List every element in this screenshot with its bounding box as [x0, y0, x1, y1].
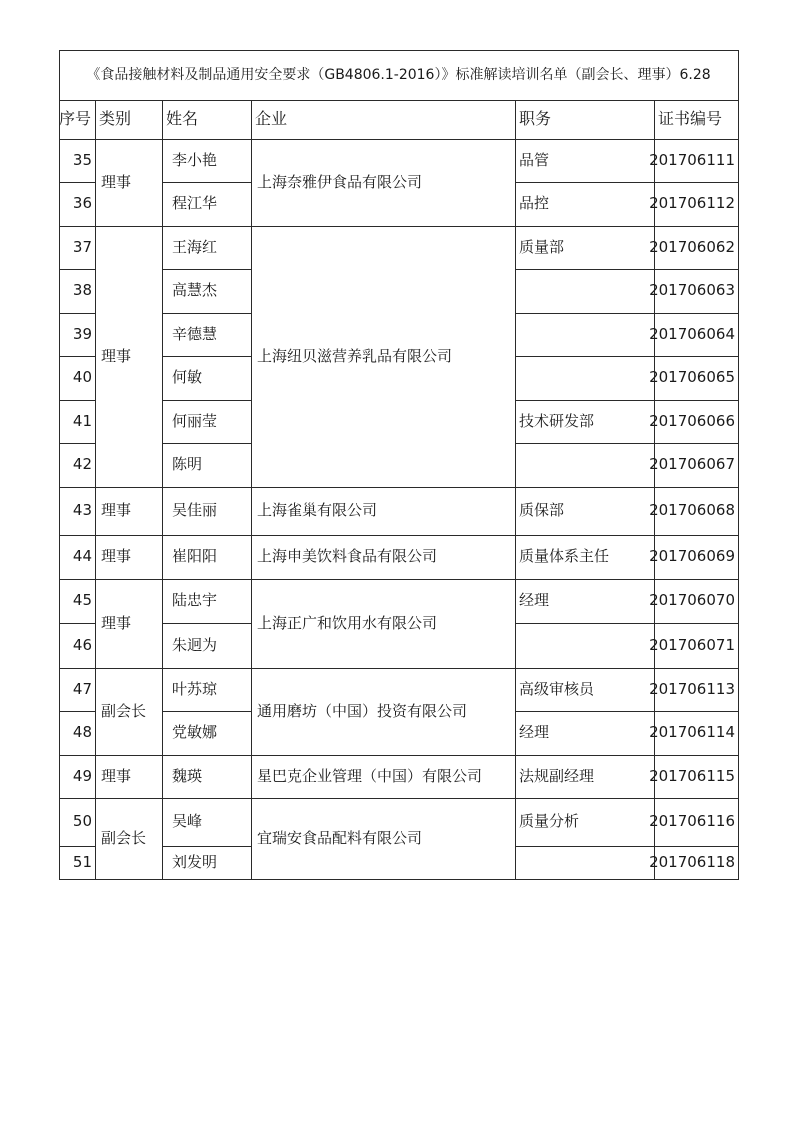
- position-cell: 质量分析: [519, 812, 580, 831]
- seq-cell: 48: [72, 723, 92, 742]
- cert-cell: 201706069: [649, 547, 735, 566]
- seq-cell: 50: [72, 812, 92, 831]
- name-cell: 刘发明: [172, 852, 218, 871]
- company-cell: 上海雀巢有限公司: [257, 501, 378, 520]
- name-cell: 吴佳丽: [172, 501, 218, 520]
- seq-cell: 44: [72, 547, 92, 566]
- seq-cell: 35: [72, 150, 92, 169]
- name-cell: 党敏娜: [172, 723, 218, 742]
- name-cell: 高慧杰: [172, 281, 218, 300]
- category-cell: 理事: [101, 613, 132, 632]
- cert-cell: 201706116: [649, 812, 735, 831]
- name-cell: 叶苏琼: [172, 679, 218, 698]
- company-cell: 上海申美饮料食品有限公司: [257, 547, 438, 566]
- name-cell: 辛德慧: [172, 324, 218, 343]
- seq-cell: 41: [72, 411, 92, 430]
- position-cell: 高级审核员: [519, 679, 595, 698]
- company-cell: 上海奈雅伊食品有限公司: [257, 172, 423, 191]
- roster-table: [59, 50, 738, 879]
- position-cell: [515, 623, 654, 668]
- name-cell: 何敏: [172, 368, 203, 387]
- company-cell: 通用磨坊（中国）投资有限公司: [257, 701, 468, 720]
- company-cell: 宜瑞安食品配料有限公司: [257, 828, 423, 847]
- cert-cell: 201706070: [649, 591, 735, 610]
- name-cell: 吴峰: [172, 812, 203, 831]
- header-company: 企业: [255, 109, 288, 129]
- name-cell: 魏瑛: [172, 766, 203, 785]
- name-cell: 崔阳阳: [172, 547, 218, 566]
- name-cell: 李小艳: [172, 150, 218, 169]
- cert-cell: 201706068: [649, 501, 735, 520]
- position-cell: 质保部: [519, 501, 565, 520]
- category-cell: 理事: [101, 547, 132, 566]
- cert-cell: 201706065: [649, 368, 735, 387]
- category-cell: 副会长: [101, 701, 147, 720]
- position-cell: 技术研发部: [519, 411, 595, 430]
- seq-cell: 47: [72, 679, 92, 698]
- cert-cell: 201706066: [649, 411, 735, 430]
- position-cell: 品控: [519, 194, 550, 213]
- seq-cell: 40: [72, 368, 92, 387]
- seq-cell: 38: [72, 281, 92, 300]
- cert-cell: 201706118: [649, 852, 735, 871]
- position-cell: [515, 313, 654, 356]
- position-cell: 品管: [519, 150, 550, 169]
- header-cert: 证书编号: [658, 109, 723, 129]
- header-seq: 序号: [59, 109, 92, 129]
- table-rule-horizontal: [59, 50, 738, 51]
- cert-cell: 201706067: [649, 455, 735, 474]
- category-cell: 副会长: [101, 828, 147, 847]
- seq-cell: 51: [72, 852, 92, 871]
- header-name: 姓名: [166, 109, 199, 129]
- table-rule-vertical: [738, 50, 739, 880]
- name-cell: 王海红: [172, 237, 218, 256]
- category-cell: 理事: [101, 172, 132, 191]
- seq-cell: 36: [72, 194, 92, 213]
- name-cell: 程江华: [172, 194, 218, 213]
- cert-cell: 201706063: [649, 281, 735, 300]
- company-cell: 上海正广和饮用水有限公司: [257, 613, 438, 632]
- position-cell: 质量体系主任: [519, 547, 610, 566]
- category-cell: 理事: [101, 346, 132, 365]
- position-cell: 经理: [519, 591, 550, 610]
- cert-cell: 201706114: [649, 723, 735, 742]
- header-position: 职务: [519, 109, 552, 129]
- company-cell: 星巴克企业管理（中国）有限公司: [257, 766, 483, 785]
- table-title: 《食品接触材料及制品通用安全要求（GB4806.1-2016）》标准解读培训名单（副会长、理事）6.28: [86, 66, 711, 83]
- position-cell: [515, 269, 654, 313]
- name-cell: 朱迥为: [172, 635, 218, 654]
- cert-cell: 201706111: [649, 150, 735, 169]
- cert-cell: 201706112: [649, 194, 735, 213]
- header-category: 类别: [99, 109, 132, 129]
- company-cell: 上海纽贝滋营养乳品有限公司: [257, 346, 453, 365]
- cert-cell: 201706071: [649, 635, 735, 654]
- category-cell: 理事: [101, 501, 132, 520]
- seq-cell: 49: [72, 766, 92, 785]
- cert-cell: 201706064: [649, 324, 735, 343]
- name-cell: 何丽莹: [172, 411, 218, 430]
- seq-cell: 37: [72, 237, 92, 256]
- position-cell: 法规副经理: [519, 766, 595, 785]
- category-cell: 理事: [101, 766, 132, 785]
- seq-cell: 39: [72, 324, 92, 343]
- position-cell: [515, 443, 654, 487]
- cert-cell: 201706115: [649, 766, 735, 785]
- position-cell: [515, 846, 654, 879]
- seq-cell: 42: [72, 455, 92, 474]
- cert-cell: 201706062: [649, 237, 735, 256]
- name-cell: 陈明: [172, 455, 203, 474]
- seq-cell: 45: [72, 591, 92, 610]
- position-cell: 经理: [519, 723, 550, 742]
- position-cell: 质量部: [519, 237, 565, 256]
- seq-cell: 46: [72, 635, 92, 654]
- table-rule-horizontal: [59, 879, 738, 880]
- name-cell: 陆忠宇: [172, 591, 218, 610]
- cert-cell: 201706113: [649, 679, 735, 698]
- seq-cell: 43: [72, 501, 92, 520]
- position-cell: [515, 356, 654, 400]
